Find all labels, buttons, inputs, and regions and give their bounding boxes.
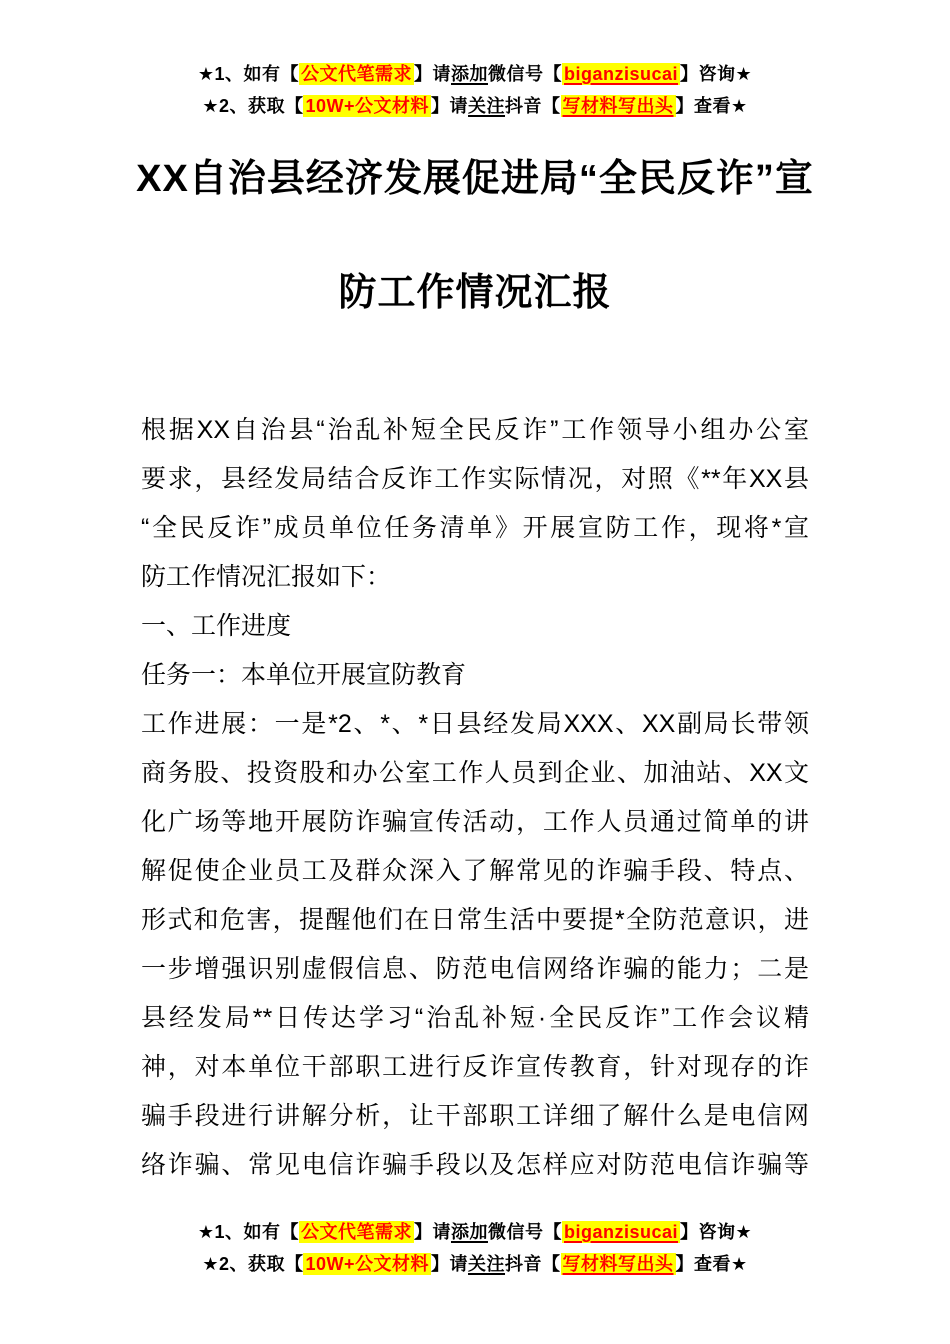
- document-body: [141, 406, 809, 1190]
- promo-highlight-service: 公文代笔需求: [300, 1222, 412, 1242]
- body-line: 形式和危害，提醒他们在日常生活中要提*全防范意识，进: [141, 906, 809, 934]
- promo-text: 微信号【: [487, 1222, 562, 1242]
- footer-promo: [0, 1216, 950, 1280]
- promo-text: 】请: [413, 1222, 451, 1242]
- body-line: 根据XX自治县“治乱补短全民反诈”工作领导小组办公室: [141, 416, 809, 444]
- promo-text: 】请: [431, 1254, 469, 1274]
- promo-text: 微信号【: [487, 64, 562, 84]
- body-line-section-heading: 一、工作进度: [141, 612, 292, 640]
- promo-douyin-id: 写材料写出头: [562, 96, 674, 116]
- promo-highlight-materials: 10W+公文材料: [305, 96, 430, 116]
- promo-text: ★1、如有【: [197, 64, 299, 84]
- promo-text: ★2、获取【: [202, 1254, 304, 1274]
- promo-wechat-id: biganzisucai: [563, 64, 679, 84]
- document-title: [0, 122, 950, 350]
- body-line: 一步增强识别虚假信息、防范电信网络诈骗的能力；二是: [141, 955, 809, 983]
- body-line: “全民反诈”成员单位任务清单》开展宣防工作，现将*宣: [141, 514, 809, 542]
- body-line: 神，对本单位干部职工进行反诈宣传教育，针对现存的诈: [141, 1053, 809, 1081]
- promo-text: 抖音【: [505, 96, 561, 116]
- promo-text: 】咨询★: [680, 1222, 753, 1242]
- promo-text: 】查看★: [675, 1254, 748, 1274]
- footer-promo-line-2: [0, 1248, 950, 1280]
- footer-promo-line-1: [0, 1216, 950, 1248]
- body-line: 工作进展：一是*2、*、*日县经发局XXX、XX副局长带领: [141, 710, 809, 738]
- promo-highlight-materials: 10W+公文材料: [305, 1254, 430, 1274]
- body-line: 防工作情况汇报如下：: [141, 563, 392, 591]
- header-promo: [0, 0, 950, 122]
- promo-text: 】请: [431, 96, 469, 116]
- body-line: 骗手段进行讲解分析，让干部职工详细了解什么是电信网: [141, 1102, 809, 1130]
- promo-text: 抖音【: [505, 1254, 561, 1274]
- body-line-task-heading: 任务一：本单位开展宣防教育: [141, 661, 467, 689]
- promo-underline-add: 添加: [450, 1222, 488, 1242]
- header-promo-line-1: [0, 58, 950, 90]
- header-promo-line-2: [0, 90, 950, 122]
- promo-underline-follow: 关注: [468, 96, 506, 116]
- body-line: 县经发局**日传达学习“治乱补短·全民反诈”工作会议精: [141, 1004, 809, 1032]
- body-line: 解促使企业员工及群众深入了解常见的诈骗手段、特点、: [141, 857, 809, 885]
- promo-text: 】请: [413, 64, 451, 84]
- body-line: 商务股、投资股和办公室工作人员到企业、加油站、XX文: [141, 759, 809, 787]
- document-title-line-2: 防工作情况汇报: [338, 272, 612, 314]
- promo-wechat-id: biganzisucai: [563, 1222, 679, 1242]
- promo-text: 】咨询★: [680, 64, 753, 84]
- body-line: 络诈骗、常见电信诈骗手段以及怎样应对防范电信诈骗等: [141, 1151, 809, 1179]
- promo-douyin-id: 写材料写出头: [562, 1254, 674, 1274]
- document-title-line-1: XX自治县经济发展促进局“全民反诈”宣: [136, 158, 814, 200]
- promo-text: ★2、获取【: [202, 96, 304, 116]
- promo-highlight-service: 公文代笔需求: [300, 64, 412, 84]
- body-line: 化广场等地开展防诈骗宣传活动，工作人员通过简单的讲: [141, 808, 809, 836]
- promo-underline-add: 添加: [450, 64, 488, 84]
- promo-text: 】查看★: [675, 96, 748, 116]
- promo-text: ★1、如有【: [197, 1222, 299, 1242]
- promo-underline-follow: 关注: [468, 1254, 506, 1274]
- body-line: 要求，县经发局结合反诈工作实际情况，对照《**年XX县: [141, 465, 809, 493]
